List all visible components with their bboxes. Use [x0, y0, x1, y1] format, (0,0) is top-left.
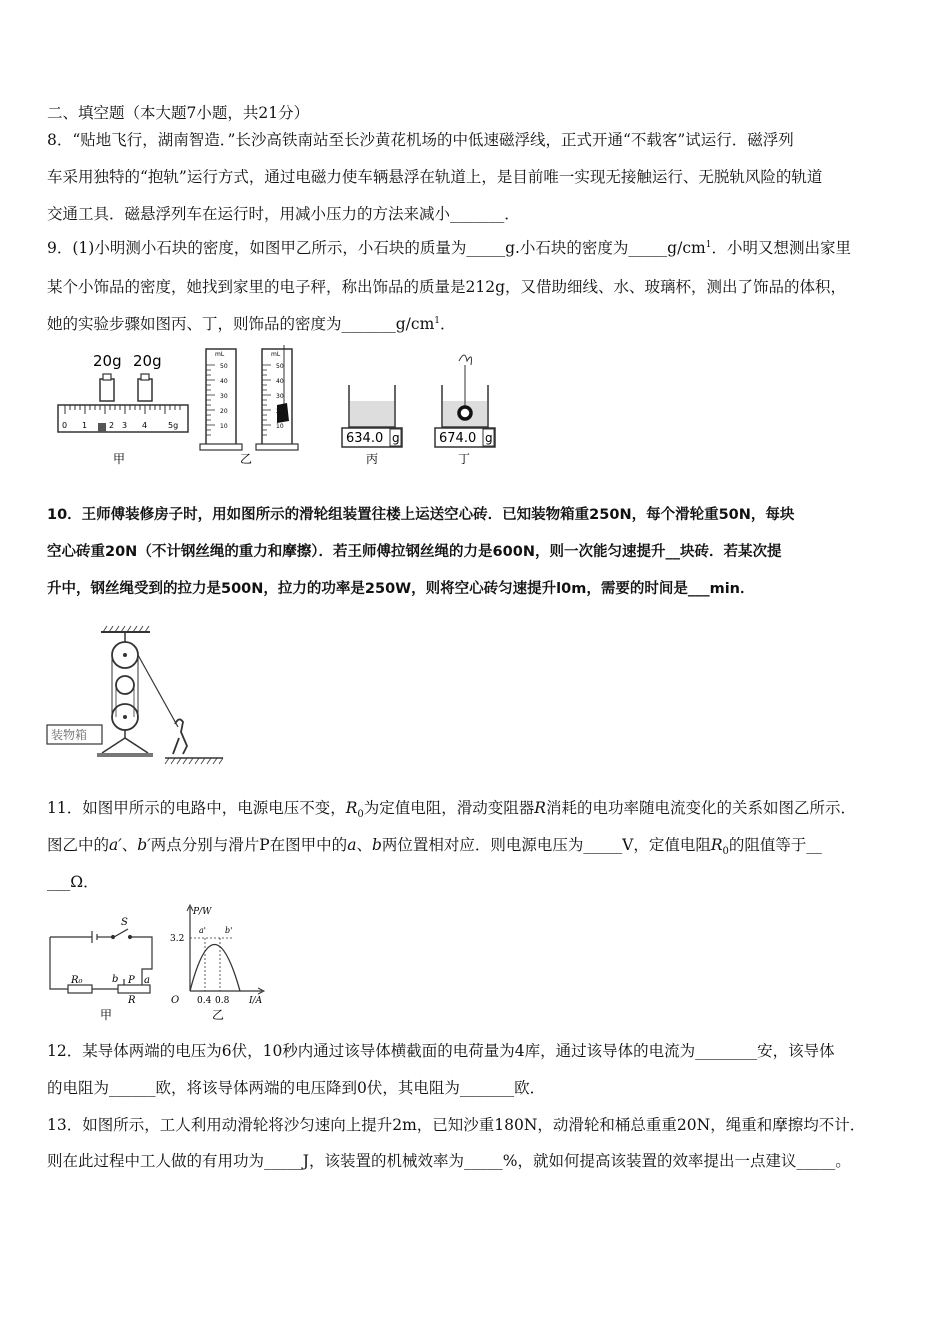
svg-text:1: 1 [82, 421, 88, 430]
svg-text:40: 40 [220, 378, 228, 385]
q10-line-2: 空心砖重20N（不计钢丝绳的重力和摩擦）．若王师傅拉钢丝绳的力是600N，则一次能匀速提升__块砖．若某次提 [47, 544, 782, 560]
svg-text:50: 50 [276, 363, 284, 370]
power-curve [190, 945, 240, 992]
rider [98, 423, 106, 432]
rope [138, 655, 178, 727]
q11-line-3: ___Ω． [47, 873, 99, 891]
svg-text:mL: mL [271, 351, 281, 358]
scale-reading-1: 634.0 [346, 431, 384, 446]
q9-line-3: 她的实验步骤如图丙、丁，则饰品的密度为$\_\_\_\_\_\_\_g/cm^1$． [47, 315, 456, 333]
ornament-in-water-figure [435, 355, 495, 466]
svg-text:30: 30 [276, 393, 284, 400]
circuit-diagram [50, 929, 152, 993]
q12-line-2: 的电阻为______欧，将该导体两端的电压降到0伏，其电阻为_______欧． [47, 1079, 546, 1097]
svg-text:5g: 5g [168, 421, 179, 430]
q13-line-1: 13．如图所示，工人利用动滑轮将沙匀速向上提升2m，已知沙重180N，动滑轮和桶总重重20N，绳重和摩擦均不计． [47, 1116, 866, 1134]
q10-line-1: 10．王师傅装修房子时，用如图所示的滑轮组装置往楼上运送空心砖．已知装物箱重250N，每个滑轮重50N，每块 [47, 507, 795, 523]
svg-text:S: S [121, 917, 128, 928]
q12-line-1: 12．某导体两端的电压为6伏，10秒内通过该导体横截面的电荷量为4库，通过该导体的电流为________安，该导体 [47, 1042, 835, 1060]
q8-line-2: 车采用独特的“抱轨”运行方式，通过电磁力使车辆悬浮在轨道上，是目前唯一实现无接触运行、无脱轨风险的轨道 [47, 168, 823, 186]
svg-text:P/W: P/W [193, 907, 212, 917]
q10-line-3: 升中，钢丝绳受到的拉力是500N，拉力的功率是250W，则将空心砖匀速提升l0m，需要的时间是___min． [47, 581, 755, 597]
svg-text:R: R [128, 995, 136, 1006]
svg-text:mL: mL [215, 351, 225, 358]
q11-figure [44, 903, 274, 1023]
pulley-figure [45, 622, 225, 772]
water-1 [350, 401, 394, 426]
q9-figure [55, 343, 515, 473]
svg-text:3: 3 [122, 421, 128, 430]
svg-text:0.8: 0.8 [215, 996, 230, 1006]
ornament [459, 407, 471, 419]
weight-label-1: 20g [93, 352, 122, 370]
balance-scale-figure [58, 352, 188, 466]
caption-ding: 丁 [458, 452, 471, 466]
scale-reading-2: 674.0 [439, 431, 477, 446]
svg-text:20: 20 [220, 408, 228, 415]
svg-text:b': b' [225, 926, 233, 935]
section-heading: 二、填空题（本大题7小题，共21分） [47, 104, 310, 122]
svg-text:O: O [171, 995, 180, 1006]
svg-text:10: 10 [220, 423, 228, 430]
svg-text:30: 30 [220, 393, 228, 400]
svg-text:2: 2 [109, 421, 115, 430]
q8-line-3: 交通工具．磁悬浮列车在运行时，用减小压力的方法来减小_______． [47, 205, 520, 223]
svg-text:3.2: 3.2 [170, 934, 185, 944]
svg-text:g: g [485, 431, 493, 445]
power-current-graph [170, 905, 264, 1022]
svg-text:a: a [144, 975, 150, 986]
q13-line-2: 则在此过程中工人做的有用功为_____J，该装置的机械效率为_____%，就如何提高该装置的效率提出一点建议_____。 [47, 1152, 851, 1170]
svg-text:0.4: 0.4 [197, 996, 212, 1006]
q9-line-2: 某个小饰品的密度，她找到家里的电子秤，称出饰品的质量是212g，又借助细线、水、玻璃杯，测出了饰品的体积， [47, 278, 847, 296]
caption-yi-graph: 乙 [212, 1008, 225, 1022]
caption-bing: 丙 [366, 452, 379, 466]
stone [277, 403, 289, 423]
svg-text:a': a' [199, 926, 206, 935]
svg-text:g: g [392, 431, 400, 445]
svg-text:10: 10 [276, 423, 284, 430]
caption-yi: 乙 [240, 452, 253, 466]
q11-line-2: 图乙中的a′、b′两点分别与滑片P在图甲中的a、b两位置相对应．则电源电压为_____V，定值电阻$R_0$的阻值等于__ [47, 836, 822, 858]
q9-line-1: 9．(1)小明测小石块的密度，如图甲乙所示，小石块的质量为_____g.小石块的密度为$\_\_\_\_\_g/cm^1$．小明又想测出家里 [47, 239, 851, 257]
box-label: 装物箱 [51, 728, 88, 742]
weight-1 [100, 379, 114, 401]
caption-jia: 甲 [113, 452, 126, 466]
svg-text:40: 40 [276, 378, 284, 385]
svg-text:b: b [112, 974, 119, 985]
worker [173, 719, 187, 754]
svg-text:R₀: R₀ [71, 975, 83, 986]
svg-text:50: 50 [220, 363, 228, 370]
q8-line-1: 8．“贴地飞行，湖南智造．”长沙高铁南站至长沙黄花机场的中低速磁浮线，正式开通“不载客”试运行．磁浮列 [47, 131, 794, 149]
weight-2 [138, 379, 152, 401]
svg-text:0: 0 [62, 421, 68, 430]
box-bottom [97, 753, 153, 757]
fixed-pulley-2 [116, 676, 134, 694]
caption-jia-circuit: 甲 [100, 1008, 113, 1022]
graduated-cylinders-figure [200, 345, 298, 466]
svg-text:I/A: I/A [249, 996, 263, 1006]
weight-label-2: 20g [133, 352, 162, 370]
svg-text:P: P [128, 975, 135, 986]
q11-line-1: 11．如图甲所示的电路中，电源电压不变，$R_0$为定值电阻，滑动变阻器R消耗的电功率随电流变化的关系如图乙所示． [47, 799, 856, 821]
beaker-on-scale-figure [342, 385, 402, 466]
svg-text:4: 4 [142, 421, 148, 430]
